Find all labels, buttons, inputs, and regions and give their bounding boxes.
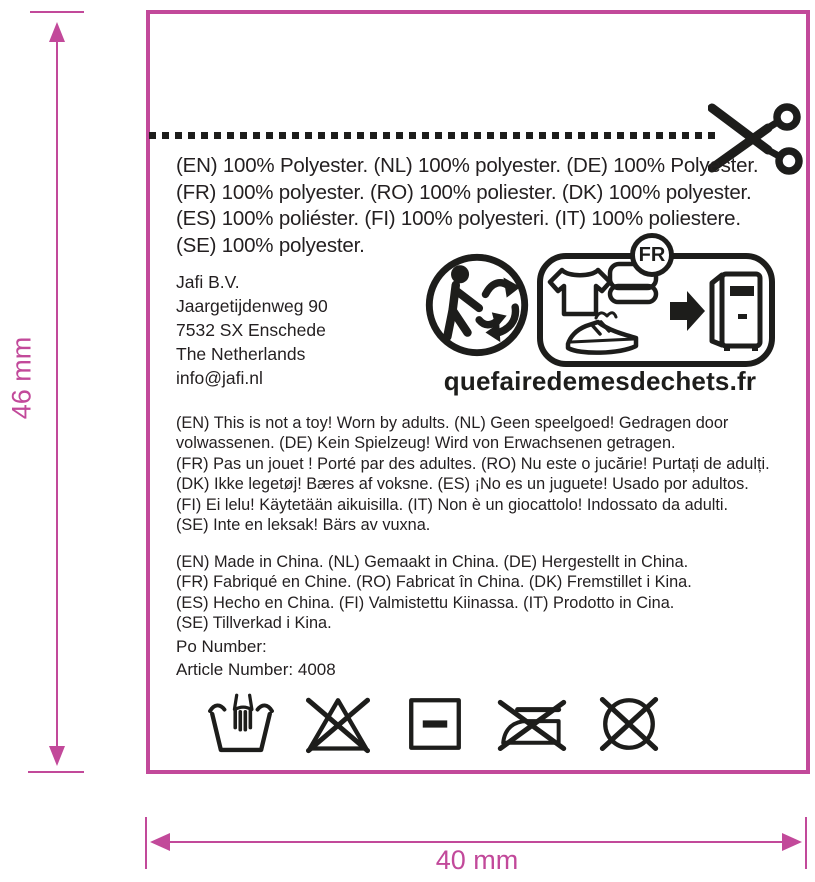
fr-badge-label: FR xyxy=(638,243,666,266)
origin-line: (SE) Tillverkad i Kina. xyxy=(176,614,332,633)
height-dim-tick-bottom xyxy=(28,771,84,773)
address-line: info@jafi.nl xyxy=(176,368,263,388)
do-not-dry-clean-icon xyxy=(593,688,665,760)
height-dim-arrow-down-icon xyxy=(49,746,65,766)
warning-text xyxy=(176,413,770,535)
fr-country-badge xyxy=(630,233,674,277)
manufacturer-address xyxy=(176,270,328,390)
height-dim-label: 46 mm xyxy=(6,336,37,420)
warning-line: volwassenen. (DE) Kein Spielzeug! Wird von Erwachsenen getragen. xyxy=(176,434,676,453)
recycling-website: quefairedemesdechets.fr xyxy=(443,366,757,396)
width-dim-label: 40 mm xyxy=(435,845,519,875)
height-dim-arrow-up-icon xyxy=(49,22,65,42)
triman-recycling-icon xyxy=(424,252,530,358)
warning-line: (EN) This is not a toy! Worn by adults. (NL) Geen speelgoed! Gedragen door xyxy=(176,414,729,432)
origin-line: (FR) Fabriqué en Chine. (RO) Fabricat în China. (DK) Fremstillet i Kina. xyxy=(176,573,692,592)
article-number: Article Number: 4008 xyxy=(176,660,336,679)
width-dim-tick-right xyxy=(805,817,807,869)
width-dim-line xyxy=(154,841,798,843)
address-line: 7532 SX Enschede xyxy=(176,320,326,340)
do-not-bleach-icon xyxy=(302,688,374,760)
composition-line: (SE) 100% polyester. xyxy=(176,233,365,257)
address-line: The Netherlands xyxy=(176,344,306,364)
po-number: Po Number: xyxy=(176,637,267,656)
composition-line: (FR) 100% polyester. (RO) 100% poliester. (DK) 100% polyester. xyxy=(176,180,752,204)
warning-line: (FR) Pas un jouet ! Porté par des adultes. (RO) Nu este o jucărie! Purtați de adulți. xyxy=(176,454,770,473)
address-line: Jaargetijdenweg 90 xyxy=(176,296,328,316)
address-line: Jafi B.V. xyxy=(176,272,240,292)
warning-line: (DK) Ikke legetøj! Bæres af voksne. (ES) ¡No es un juguete! Usado por adultos. xyxy=(176,475,749,494)
origin-line: (ES) Hecho en China. (FI) Valmistettu Kiinassa. (IT) Prodotto in Cina. xyxy=(176,593,675,612)
height-dim-line xyxy=(56,28,58,748)
width-dim-arrow-right-icon xyxy=(782,833,802,851)
origin-line: (EN) Made in China. (NL) Gemaakt in China. (DE) Hergestellt in China. xyxy=(176,553,689,571)
origin-text xyxy=(176,552,692,634)
composition-line: (ES) 100% poliéster. (FI) 100% polyesteri. (IT) 100% poliestere. xyxy=(176,207,741,230)
width-dim-tick-left xyxy=(145,817,147,869)
warning-line: (FI) Ei lelu! Käytetään aikuisilla. (IT) Non è un giocattolo! Indossato da adulti. xyxy=(176,495,729,514)
composition-line: (EN) 100% Polyester. (NL) 100% polyester. (DE) 100% Polyester. xyxy=(176,154,759,177)
hand-wash-icon xyxy=(205,688,277,760)
care-symbols-row xyxy=(205,688,665,760)
width-dim-arrow-left-icon xyxy=(150,833,170,851)
cut-line xyxy=(149,132,715,139)
height-dim-tick-top xyxy=(30,11,84,13)
dry-flat-icon xyxy=(399,688,471,760)
do-not-iron-icon xyxy=(496,688,568,760)
warning-line: (SE) Inte en leksak! Bärs av vuxna. xyxy=(176,516,431,535)
